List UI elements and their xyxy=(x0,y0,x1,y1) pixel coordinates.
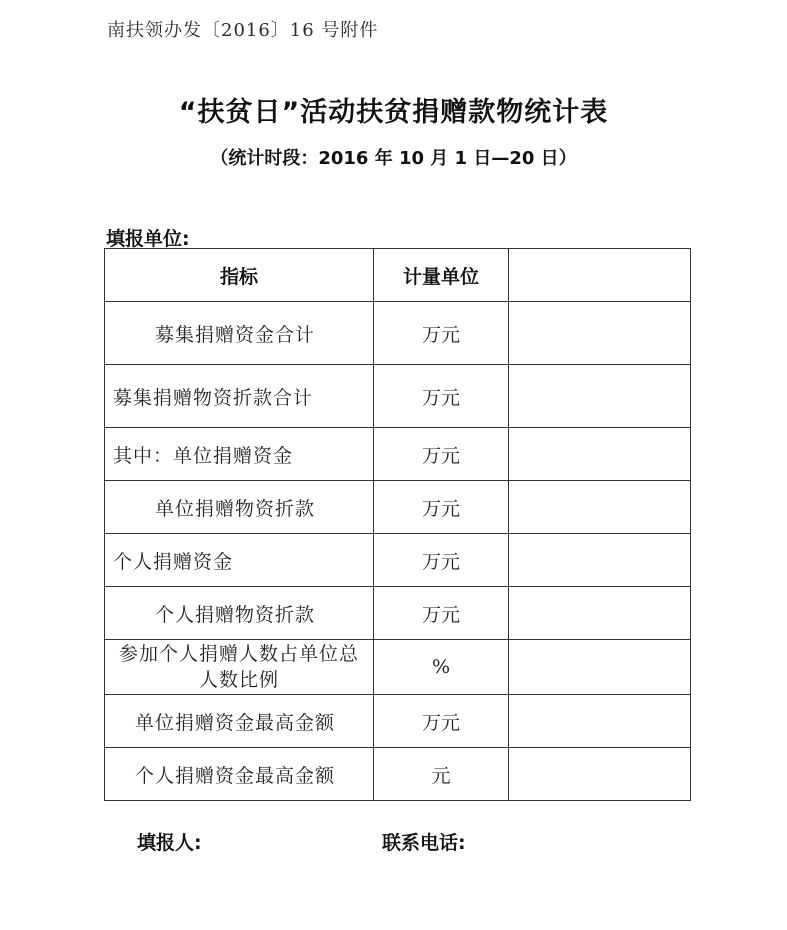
value-cell[interactable] xyxy=(509,587,691,640)
column-header-unit: 计量单位 xyxy=(374,249,509,302)
table-row xyxy=(105,695,691,748)
unit-cell: 万元 xyxy=(374,481,509,534)
unit-cell: % xyxy=(374,640,509,695)
unit-cell: 万元 xyxy=(374,428,509,481)
unit-cell: 万元 xyxy=(374,534,509,587)
filler-label: 填报人: xyxy=(137,832,202,854)
indicator-cell: 参加个人捐赠人数占单位总人数比例 xyxy=(105,640,374,695)
table-row xyxy=(105,587,691,640)
table-row xyxy=(105,640,691,695)
column-header-value xyxy=(509,249,691,302)
unit-cell: 万元 xyxy=(374,302,509,365)
indicator-cell: 单位捐赠物资折款 xyxy=(105,481,374,534)
table-header-row xyxy=(105,249,691,302)
value-cell[interactable] xyxy=(509,365,691,428)
table-row xyxy=(105,534,691,587)
table-row xyxy=(105,748,691,801)
value-cell[interactable] xyxy=(509,640,691,695)
unit-cell: 元 xyxy=(374,748,509,801)
unit-cell: 万元 xyxy=(374,587,509,640)
unit-cell: 万元 xyxy=(374,695,509,748)
statistics-period: （统计时段：2016 年 10 月 1 日—20 日） xyxy=(210,148,577,169)
value-cell[interactable] xyxy=(509,695,691,748)
value-cell[interactable] xyxy=(509,748,691,801)
indicator-cell: 个人捐赠资金 xyxy=(105,534,374,587)
indicator-cell: 募集捐赠资金合计 xyxy=(105,302,374,365)
indicator-cell: 单位捐赠资金最高金额 xyxy=(105,695,374,748)
table-row xyxy=(105,428,691,481)
unit-cell: 万元 xyxy=(374,365,509,428)
value-cell[interactable] xyxy=(509,481,691,534)
value-cell[interactable] xyxy=(509,428,691,481)
value-cell[interactable] xyxy=(509,302,691,365)
statistics-table xyxy=(104,248,691,801)
document-reference: 南扶领办发〔2016〕16 号附件 xyxy=(107,20,379,41)
table-row xyxy=(105,302,691,365)
contact-phone-label: 联系电话: xyxy=(382,832,466,854)
indicator-cell: 个人捐赠资金最高金额 xyxy=(105,748,374,801)
document-title: “扶贫日”活动扶贫捐赠款物统计表 xyxy=(178,97,609,128)
indicator-cell: 个人捐赠物资折款 xyxy=(105,587,374,640)
column-header-indicator: 指标 xyxy=(105,249,374,302)
indicator-cell: 其中：单位捐赠资金 xyxy=(105,428,374,481)
table-row xyxy=(105,365,691,428)
reporting-unit-label: 填报单位: xyxy=(106,228,190,250)
value-cell[interactable] xyxy=(509,534,691,587)
table-row xyxy=(105,481,691,534)
indicator-cell: 募集捐赠物资折款合计 xyxy=(105,365,374,428)
